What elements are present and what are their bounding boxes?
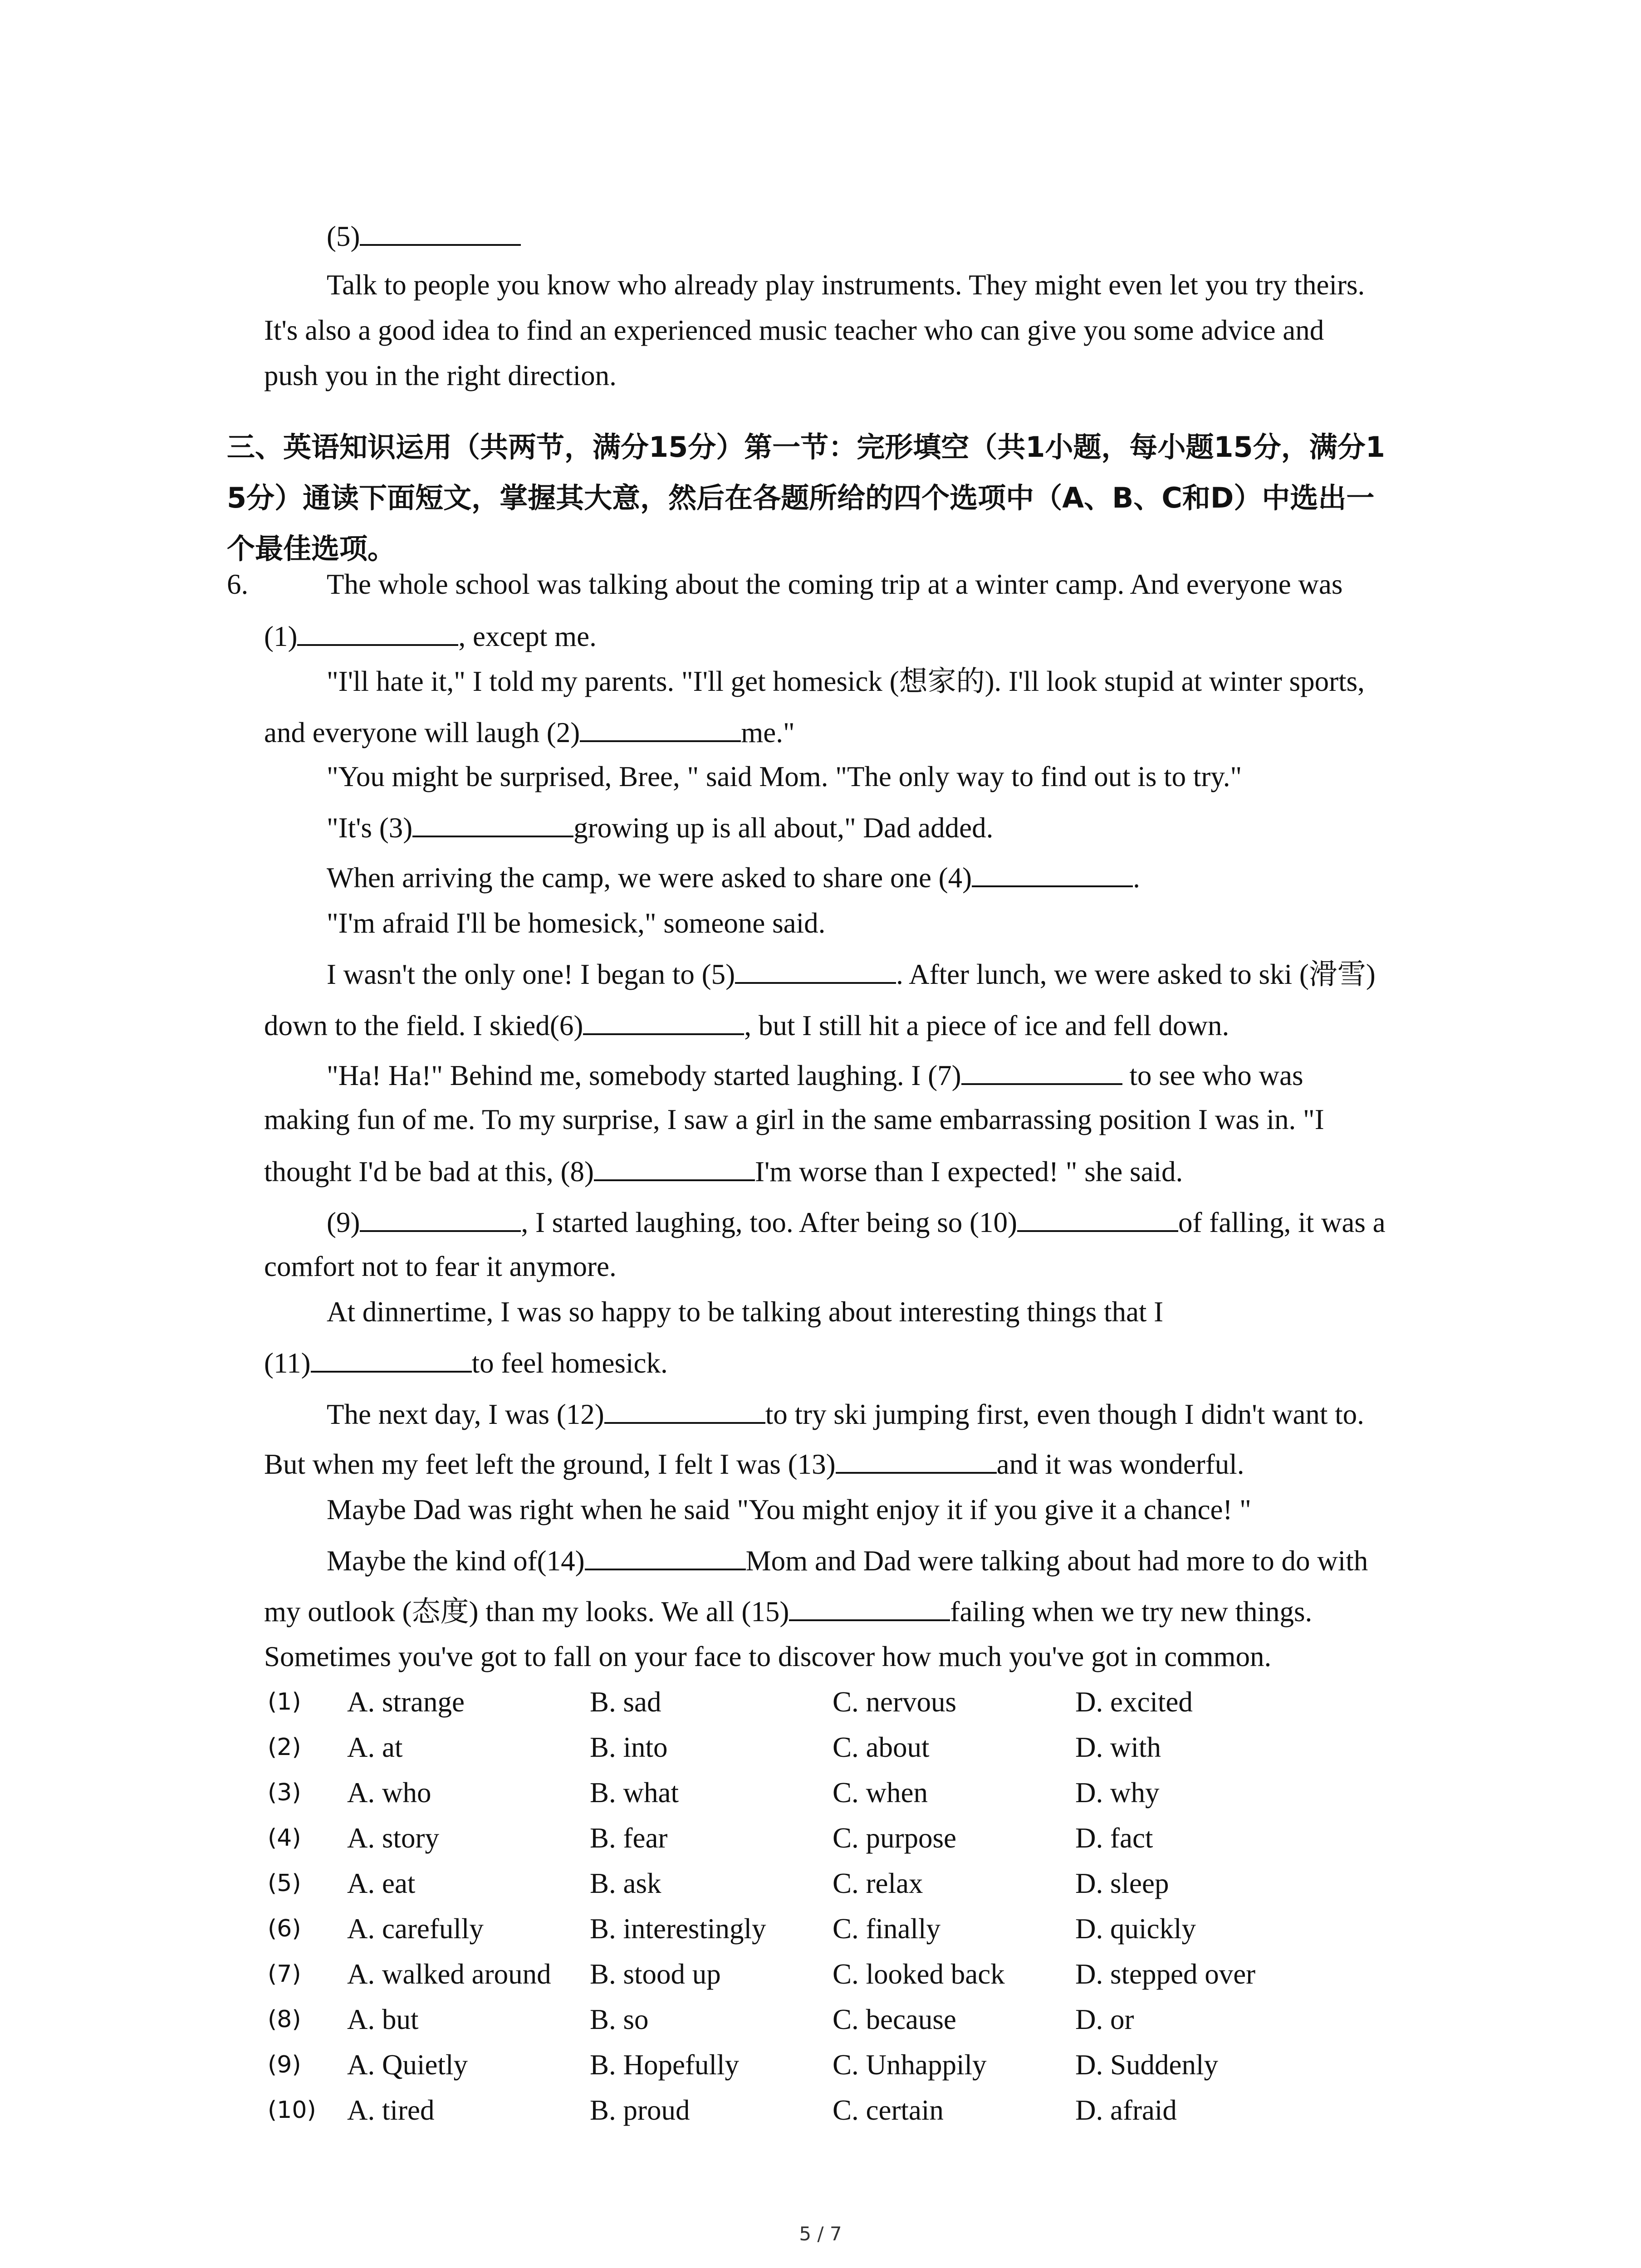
passage-text: "It's (3) [327,812,413,844]
passage-line [264,1006,1229,1044]
passage-text: to feel homesick. [471,1347,668,1379]
item5-line [327,217,521,254]
option-c[interactable]: C. nervous [833,1686,956,1718]
option-a[interactable]: A. walked around [347,1958,551,1990]
option-b[interactable]: B. sad [590,1686,661,1718]
option-number: (6) [268,1915,301,1942]
option-d[interactable]: D. fact [1075,1822,1153,1854]
passage-text: growing up is all about," Dad added. [573,812,994,844]
option-a[interactable]: A. Quietly [347,2049,468,2081]
passage-text: "Ha! Ha!" Behind me, somebody started laughing. I (7) [327,1060,961,1091]
passage-text: I wasn't the only one! I began to (5) [327,958,735,990]
option-a[interactable]: A. story [347,1822,439,1854]
answer-blank [585,1541,746,1570]
passage-text: , I started laughing, too. After being so (10) [521,1207,1017,1238]
blank-label: (9) [327,1207,360,1238]
option-b[interactable]: B. stood up [590,1958,721,1990]
option-b[interactable]: B. proud [590,2094,690,2126]
passage-line [264,1344,668,1381]
passage-text: me." [741,717,795,748]
answer-blank [412,808,573,837]
passage-text: to try ski jumping first, even though I didn't want to. [765,1398,1364,1430]
question-number: 6. [227,568,249,600]
passage-text: . After lunch, we were asked to ski (滑雪) [896,958,1376,990]
paragraph-line: Talk to people you know who already play instruments. They might even let you try theirs. [327,269,1365,301]
option-a[interactable]: A. but [347,2004,419,2035]
passage-text: and everyone will laugh (2) [264,717,580,748]
option-number: (2) [268,1734,301,1761]
answer-blank [604,1395,765,1424]
option-a[interactable]: A. tired [347,2094,435,2126]
option-d[interactable]: D. excited [1075,1686,1193,1718]
option-a[interactable]: A. strange [347,1686,465,1718]
answer-blank [297,617,458,646]
page-number: 5 / 7 [799,2223,842,2245]
passage-text: But when my feet left the ground, I felt I was (13) [264,1448,836,1480]
blank-label: (1) [264,621,298,652]
passage-text: down to the field. I skied(6) [264,1010,583,1041]
passage-line [327,858,1140,896]
passage-line: The whole school was talking about the coming trip at a winter camp. And everyone was [327,568,1343,600]
option-b[interactable]: B. interestingly [590,1913,766,1945]
option-a[interactable]: A. eat [347,1867,416,1899]
section-heading-line: 5分）通读下面短文，掌握其大意，然后在各题所给的四个选项中（A、B、C和D）中选出一 [227,481,1375,514]
answer-blank [836,1445,997,1474]
passage-line [264,1592,1312,1630]
passage-line [264,713,795,751]
passage-line: "I'll hate it," I told my parents. "I'll get homesick (想家的). I'll look stupid at winter sports, [327,665,1365,697]
passage-text: When arriving the camp, we were asked to share one (4) [327,862,972,894]
option-d[interactable]: D. sleep [1075,1867,1169,1899]
passage-text: and it was wonderful. [996,1448,1244,1480]
passage-line [264,617,597,655]
option-number: (8) [268,2006,301,2033]
option-b[interactable]: B. into [590,1731,668,1763]
passage-text: of falling, it was a [1178,1207,1386,1238]
passage-text: , but I still hit a piece of ice and fell down. [744,1010,1230,1041]
paragraph-line: It's also a good idea to find an experienced music teacher who can give you some advice and [264,314,1324,346]
passage-text: Mom and Dad were talking about had more to do with [745,1545,1368,1577]
blank-label: (11) [264,1347,311,1379]
passage-text: thought I'd be bad at this, (8) [264,1156,594,1188]
passage-line [327,1056,1303,1094]
option-b[interactable]: B. fear [590,1822,668,1854]
answer-blank [972,858,1133,887]
passage-line: "I'm afraid I'll be homesick," someone said. [327,907,826,939]
passage-text: I'm worse than I expected! " she said. [754,1156,1183,1188]
passage-line: comfort not to fear it anymore. [264,1251,617,1282]
answer-blank [583,1006,744,1035]
passage-line [327,1395,1364,1432]
option-d[interactable]: D. why [1075,1777,1160,1809]
option-b[interactable]: B. so [590,2004,649,2035]
item5-label: (5) [327,220,360,252]
option-c[interactable]: C. finally [833,1913,941,1945]
option-number: (3) [268,1779,301,1806]
passage-text: . [1133,862,1140,894]
option-c[interactable]: C. Unhappily [833,2049,987,2081]
passage-line [327,1203,1386,1241]
option-d[interactable]: D. with [1075,1731,1161,1763]
option-d[interactable]: D. quickly [1075,1913,1196,1945]
passage-text: to see who was [1122,1060,1303,1091]
answer-blank [360,217,521,246]
answer-blank [961,1056,1122,1085]
option-b[interactable]: B. Hopefully [590,2049,739,2081]
option-c[interactable]: C. relax [833,1867,923,1899]
answer-blank [311,1344,472,1373]
passage-line [327,1541,1368,1579]
passage-line: At dinnertime, I was so happy to be talking about interesting things that I [327,1296,1164,1328]
option-c[interactable]: C. looked back [833,1958,1005,1990]
option-c[interactable]: C. when [833,1777,928,1809]
passage-line [327,955,1376,992]
option-a[interactable]: A. carefully [347,1913,484,1945]
answer-blank [594,1152,755,1181]
option-a[interactable]: A. at [347,1731,403,1763]
option-d[interactable]: D. or [1075,2004,1134,2035]
option-c[interactable]: C. purpose [833,1822,956,1854]
answer-blank [360,1203,521,1232]
passage-line: "You might be surprised, Bree, " said Mom. "The only way to find out is to try." [327,761,1242,792]
option-number: (7) [268,1960,301,1988]
passage-text: The next day, I was (12) [327,1398,604,1430]
answer-blank [580,713,741,742]
option-number: (10) [268,2097,316,2124]
answer-blank [735,955,896,984]
option-b[interactable]: B. what [590,1777,679,1809]
passage-text: failing when we try new things. [950,1596,1313,1628]
answer-blank [789,1592,950,1621]
option-number: (9) [268,2051,301,2078]
option-number: (4) [268,1824,301,1852]
passage-line: making fun of me. To my surprise, I saw a girl in the same embarrassing position I was in. "I [264,1104,1324,1135]
passage-text: my outlook (态度) than my looks. We all (15) [264,1596,789,1628]
option-d[interactable]: D. Suddenly [1075,2049,1218,2081]
passage-text: , except me. [458,621,597,652]
passage-line [264,1152,1183,1190]
passage-line: Maybe Dad was right when he said "You might enjoy it if you give it a chance! " [327,1494,1251,1525]
option-a[interactable]: A. who [347,1777,431,1809]
option-number: (1) [268,1688,301,1716]
option-d[interactable]: D. afraid [1075,2094,1177,2126]
option-number: (5) [268,1870,301,1897]
answer-blank [1017,1203,1178,1232]
paragraph-line: push you in the right direction. [264,360,617,391]
option-d[interactable]: D. stepped over [1075,1958,1256,1990]
passage-line: Sometimes you've got to fall on your face to discover how much you've got in common. [264,1641,1272,1672]
option-b[interactable]: B. ask [590,1867,661,1899]
section-heading-line: 个最佳选项。 [227,532,396,565]
option-c[interactable]: C. because [833,2004,956,2035]
passage-line [327,808,993,846]
passage-text: Maybe the kind of(14) [327,1545,585,1577]
option-c[interactable]: C. about [833,1731,930,1763]
passage-line [264,1445,1244,1482]
section-heading [227,422,1452,574]
option-c[interactable]: C. certain [833,2094,944,2126]
section-heading-line: 三、英语知识运用（共两节，满分15分）第一节：完形填空（共1小题，每小题15分，满分1 [227,430,1385,464]
